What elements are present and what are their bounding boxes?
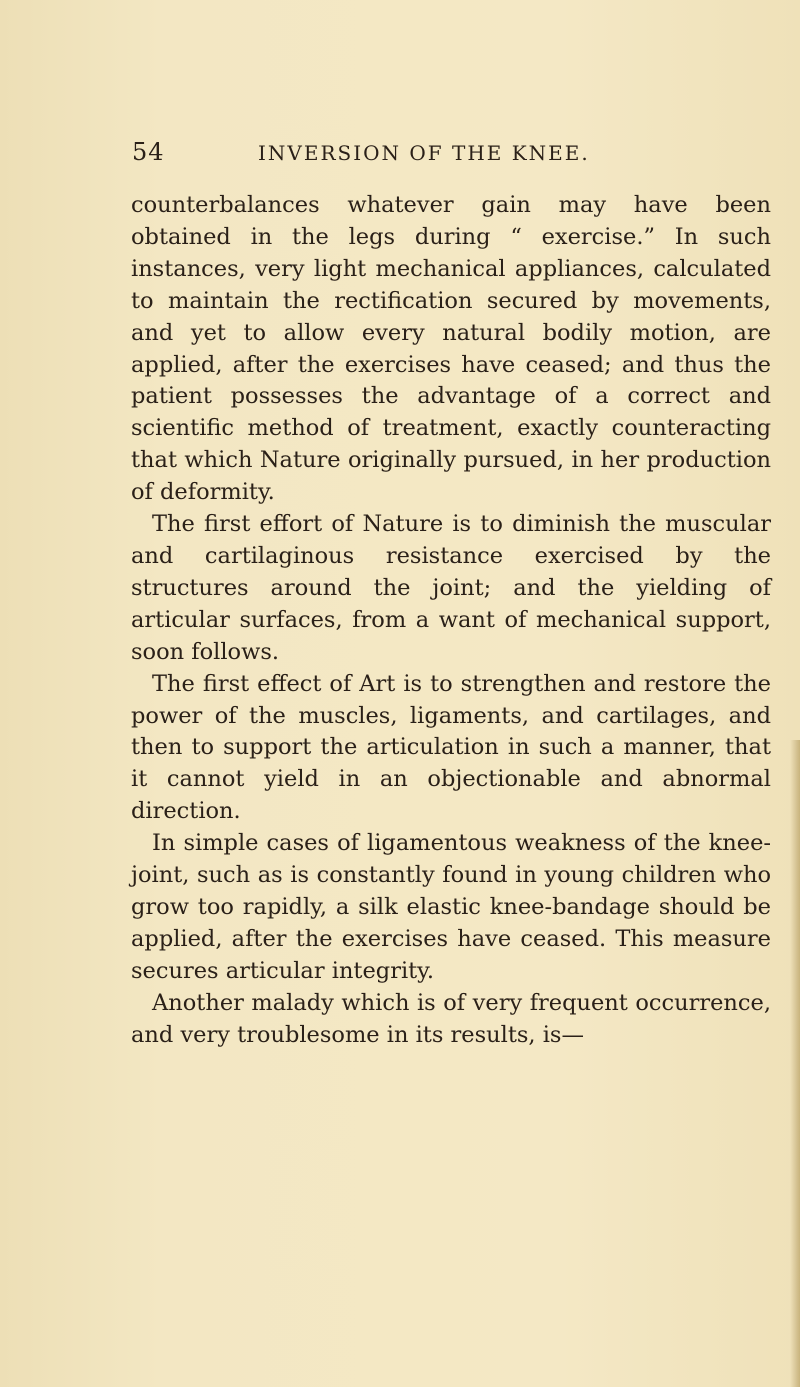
paragraph-1: counterbalances whatever gain may have been obtained in the legs during “ exercise.” In such instances, very light mechanical appliances, calculated to maintain the rectification secured by movements, and yet to allow every natural bodily motion, are applied, after the exercises have ceased; and thus the patient possesses the advantage of a correct and scientific method of treatment, exactly counteracting that which Nature originally pursued, in her production of deformity. <box>131 192 771 506</box>
paragraph-2: The first effort of Nature is to diminish the muscular and cartilaginous resistance exercised by the structures around the joint; and the yielding of articular surfaces, from a want of mechanical support, soon follows. <box>131 511 771 665</box>
page-edge-shadow <box>790 740 800 1387</box>
body-text <box>131 190 771 1051</box>
paragraph-5: Another malady which is of very frequent occurrence, and very troublesome in its results, is— <box>131 989 771 1048</box>
page-header <box>0 138 800 168</box>
running-head: INVERSION OF THE KNEE. <box>258 141 590 165</box>
paragraph-4: In simple cases of ligamentous weakness of the knee-joint, such as is constantly found in young children who grow too rapidly, a silk elastic knee-bandage should be applied, after the exercises have ceased. This measure secures articular integrity. <box>131 830 771 984</box>
paragraph-3: The first effect of Art is to strengthen and restore the power of the muscles, ligaments, and cartilages, and then to support the articulation in such a manner, that it cannot yield in an objectionable and abnormal direction. <box>131 670 771 825</box>
page-number: 54 <box>132 138 165 166</box>
